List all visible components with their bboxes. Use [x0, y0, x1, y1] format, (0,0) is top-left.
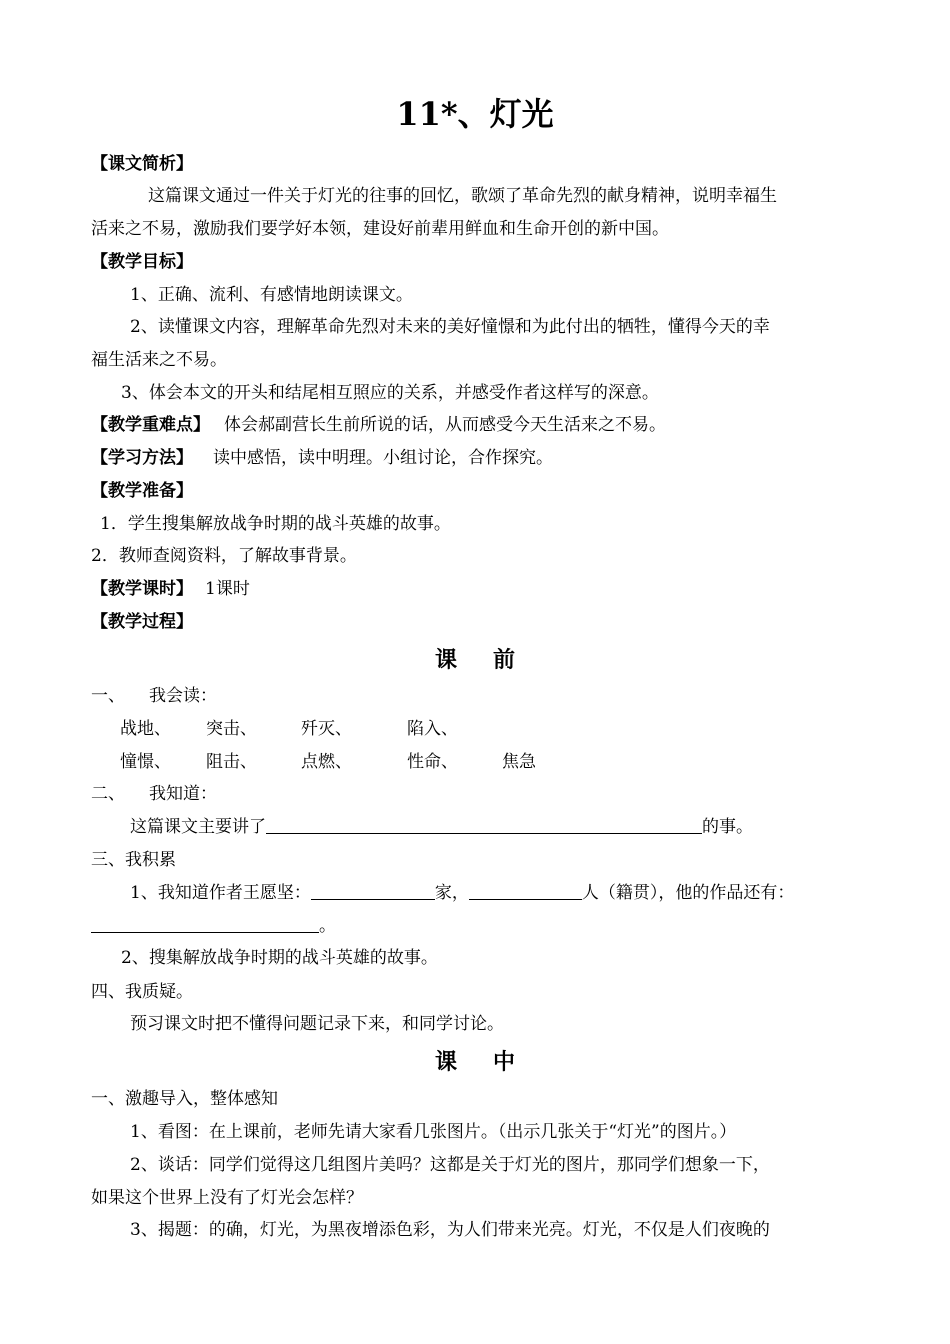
- prep-heading: 【教学准备】: [91, 481, 193, 501]
- vocab-word: 突击、: [206, 719, 257, 739]
- know-label-row: [91, 782, 217, 806]
- intro-item-1: 1、看图：在上课前，老师先请大家看几张图片。（出示几张关于“灯光”的图片。）: [130, 1122, 737, 1142]
- accum-text: 1、我知道作者王愿坚：: [130, 883, 311, 903]
- prep-item-2: 2．教师查阅资料，了解故事背景。: [91, 546, 357, 566]
- accum-text: 家，: [434, 883, 469, 903]
- vocab-word: 憧憬、: [120, 752, 171, 772]
- method-text: 读中感悟，读中明理。小组讨论，合作探究。: [213, 448, 553, 468]
- vocab-word: 点燃、: [301, 752, 352, 772]
- method-heading: 【学习方法】: [91, 448, 193, 468]
- intro-item-2b: 如果这个世界上没有了灯光会怎样？: [91, 1188, 363, 1208]
- read-label-number: 一、: [91, 686, 125, 706]
- accum-item-2: 2、搜集解放战争时期的战斗英雄的故事。: [121, 948, 438, 968]
- know-text-suffix: 的事。: [702, 817, 753, 837]
- know-fill-row: [130, 815, 753, 839]
- vocab-word: 性命、: [407, 752, 458, 772]
- intro-item-2a: 2、谈话：同学们觉得这几组图片美吗？这都是关于灯光的图片，那同学们想象一下，: [130, 1155, 770, 1175]
- in-class-heading: 课 中: [434, 1049, 516, 1075]
- hours-heading: 【教学课时】: [91, 579, 193, 599]
- goal-item-1: 1、正确、流利、有感情地朗读课文。: [130, 285, 413, 305]
- answer-blank[interactable]: [91, 914, 319, 933]
- accum-heading: 三、我积累: [91, 850, 176, 870]
- intro-item-3: 3、揭题：的确，灯光，为黑夜增添色彩，为人们带来光亮。灯光，不仅是人们夜晚的: [130, 1220, 770, 1240]
- vocab-word: 陷入、: [407, 719, 458, 739]
- analysis-line-1: 这篇课文通过一件关于灯光的往事的回忆，歌颂了革命先烈的献身精神，说明幸福生: [148, 186, 777, 206]
- prep-item-1: 1．学生搜集解放战争时期的战斗英雄的故事。: [100, 514, 451, 534]
- before-class-heading: 课 前: [434, 647, 516, 673]
- goal-item-2a: 2、读懂课文内容，理解革命先烈对未来的美好憧憬和为此付出的牺牲，懂得今天的幸: [130, 317, 770, 337]
- vocab-word: 阻击、: [206, 752, 257, 772]
- key-text: 体会郝副营长生前所说的话，从而感受今天生活来之不易。: [224, 415, 666, 435]
- vocab-word: 焦急: [502, 752, 536, 772]
- vocab-word: 战地、: [120, 719, 171, 739]
- answer-blank[interactable]: [469, 881, 582, 900]
- class-hours: [91, 577, 250, 601]
- key-heading: 【教学重难点】: [91, 415, 210, 435]
- vocab-word: 歼灭、: [301, 719, 352, 739]
- hours-text: 1课时: [205, 579, 250, 599]
- read-label-row: [91, 684, 217, 708]
- goal-item-2b: 福生活来之不易。: [91, 350, 227, 370]
- intro-heading: 一、激趣导入，整体感知: [91, 1089, 278, 1109]
- know-label-number: 二、: [91, 784, 125, 804]
- answer-blank[interactable]: [311, 881, 435, 900]
- study-method: [91, 446, 553, 470]
- analysis-line-2: 活来之不易，激励我们要学好本领，建设好前辈用鲜血和生命开创的新中国。: [91, 219, 669, 239]
- answer-blank[interactable]: [266, 815, 702, 834]
- know-label: 我知道：: [149, 784, 217, 804]
- goal-heading: 【教学目标】: [91, 252, 193, 272]
- know-text-prefix: 这篇课文主要讲了: [130, 817, 266, 837]
- accum-text: 。: [319, 916, 336, 936]
- document-title: 11*、灯光: [396, 95, 554, 133]
- question-text: 预习课文时把不懂得问题记录下来，和同学讨论。: [130, 1014, 504, 1034]
- read-label: 我会读：: [149, 686, 217, 706]
- accum-text: 人（籍贯），他的作品还有：: [581, 883, 795, 903]
- goal-item-3: 3、体会本文的开头和结尾相互照应的关系，并感受作者这样写的深意。: [121, 383, 659, 403]
- process-heading: 【教学过程】: [91, 612, 193, 632]
- analysis-heading: 【课文简析】: [91, 154, 193, 174]
- accum-item-1-cont: [91, 914, 336, 938]
- key-points: [91, 413, 666, 437]
- question-heading: 四、我质疑。: [91, 982, 193, 1002]
- accum-item-1: [130, 881, 794, 905]
